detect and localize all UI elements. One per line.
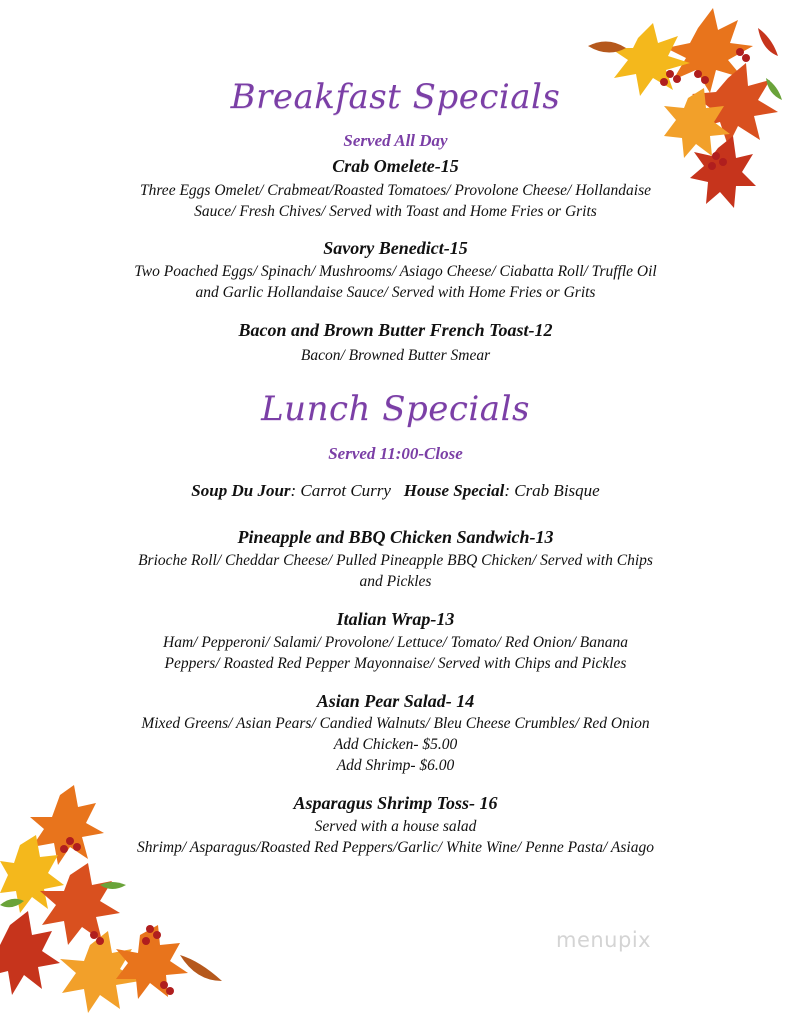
menu-item-desc: Sauce/ Fresh Chives/ Served with Toast and Home Fries or Grits xyxy=(194,203,597,220)
house-special-value: : Crab Bisque xyxy=(504,481,600,500)
menu-item-desc: Three Eggs Omelet/ Crabmeat/Roasted Tomatoes/ Provolone Cheese/ Hollandaise xyxy=(139,182,651,199)
menu-item-desc: Brioche Roll/ Cheddar Cheese/ Pulled Pineapple BBQ Chicken/ Served with Chips xyxy=(138,552,653,569)
soup-line xyxy=(60,481,731,501)
menu-item-desc: Mixed Greens/ Asian Pears/ Candied Walnuts/ Bleu Cheese Crumbles/ Red Onion xyxy=(141,715,650,732)
soup-label: Soup Du Jour xyxy=(191,481,291,500)
lunch-subtitle: Served 11:00-Close xyxy=(328,444,463,463)
menu-item-title: Savory Benedict-15 xyxy=(323,238,468,258)
menu-item-desc: and Pickles xyxy=(359,573,432,590)
menu-item-title: Asparagus Shrimp Toss- 16 xyxy=(293,793,498,813)
menu-item-desc: Peppers/ Roasted Red Pepper Mayonnaise/ Served with Chips and Pickles xyxy=(164,655,627,672)
menu-item-desc: Served with a house salad xyxy=(314,818,477,835)
menu-item-title: Crab Omelete-15 xyxy=(332,156,459,176)
menu-item-title: Pineapple and BBQ Chicken Sandwich-13 xyxy=(237,527,554,547)
menu-item-addon: Add Chicken- $5.00 xyxy=(333,736,458,753)
menu-item-title: Italian Wrap-13 xyxy=(336,609,455,629)
menu-item-desc: Two Poached Eggs/ Spinach/ Mushrooms/ Asiago Cheese/ Ciabatta Roll/ Truffle Oil xyxy=(134,263,657,280)
menu-item-desc: and Garlic Hollandaise Sauce/ Served with Home Fries or Grits xyxy=(195,284,596,301)
menu-item-desc: Bacon/ Browned Butter Smear xyxy=(300,347,491,364)
watermark-logo: menupix xyxy=(556,928,652,952)
soup-value: : Carrot Curry xyxy=(290,481,391,500)
breakfast-title: Breakfast Specials xyxy=(230,77,561,117)
menu-item-addon: Add Shrimp- $6.00 xyxy=(336,757,455,774)
menu-item-desc: Ham/ Pepperoni/ Salami/ Provolone/ Lettuce/ Tomato/ Red Onion/ Banana xyxy=(163,634,628,651)
menu-item-desc: Shrimp/ Asparagus/Roasted Red Peppers/Garlic/ White Wine/ Penne Pasta/ Asiago xyxy=(137,839,654,856)
breakfast-subtitle: Served All Day xyxy=(343,131,448,150)
menu-item-title: Bacon and Brown Butter French Toast-12 xyxy=(238,320,553,340)
menu-item-title: Asian Pear Salad- 14 xyxy=(316,691,475,711)
lunch-title: Lunch Specials xyxy=(261,389,530,429)
house-special-label: House Special xyxy=(403,481,505,500)
